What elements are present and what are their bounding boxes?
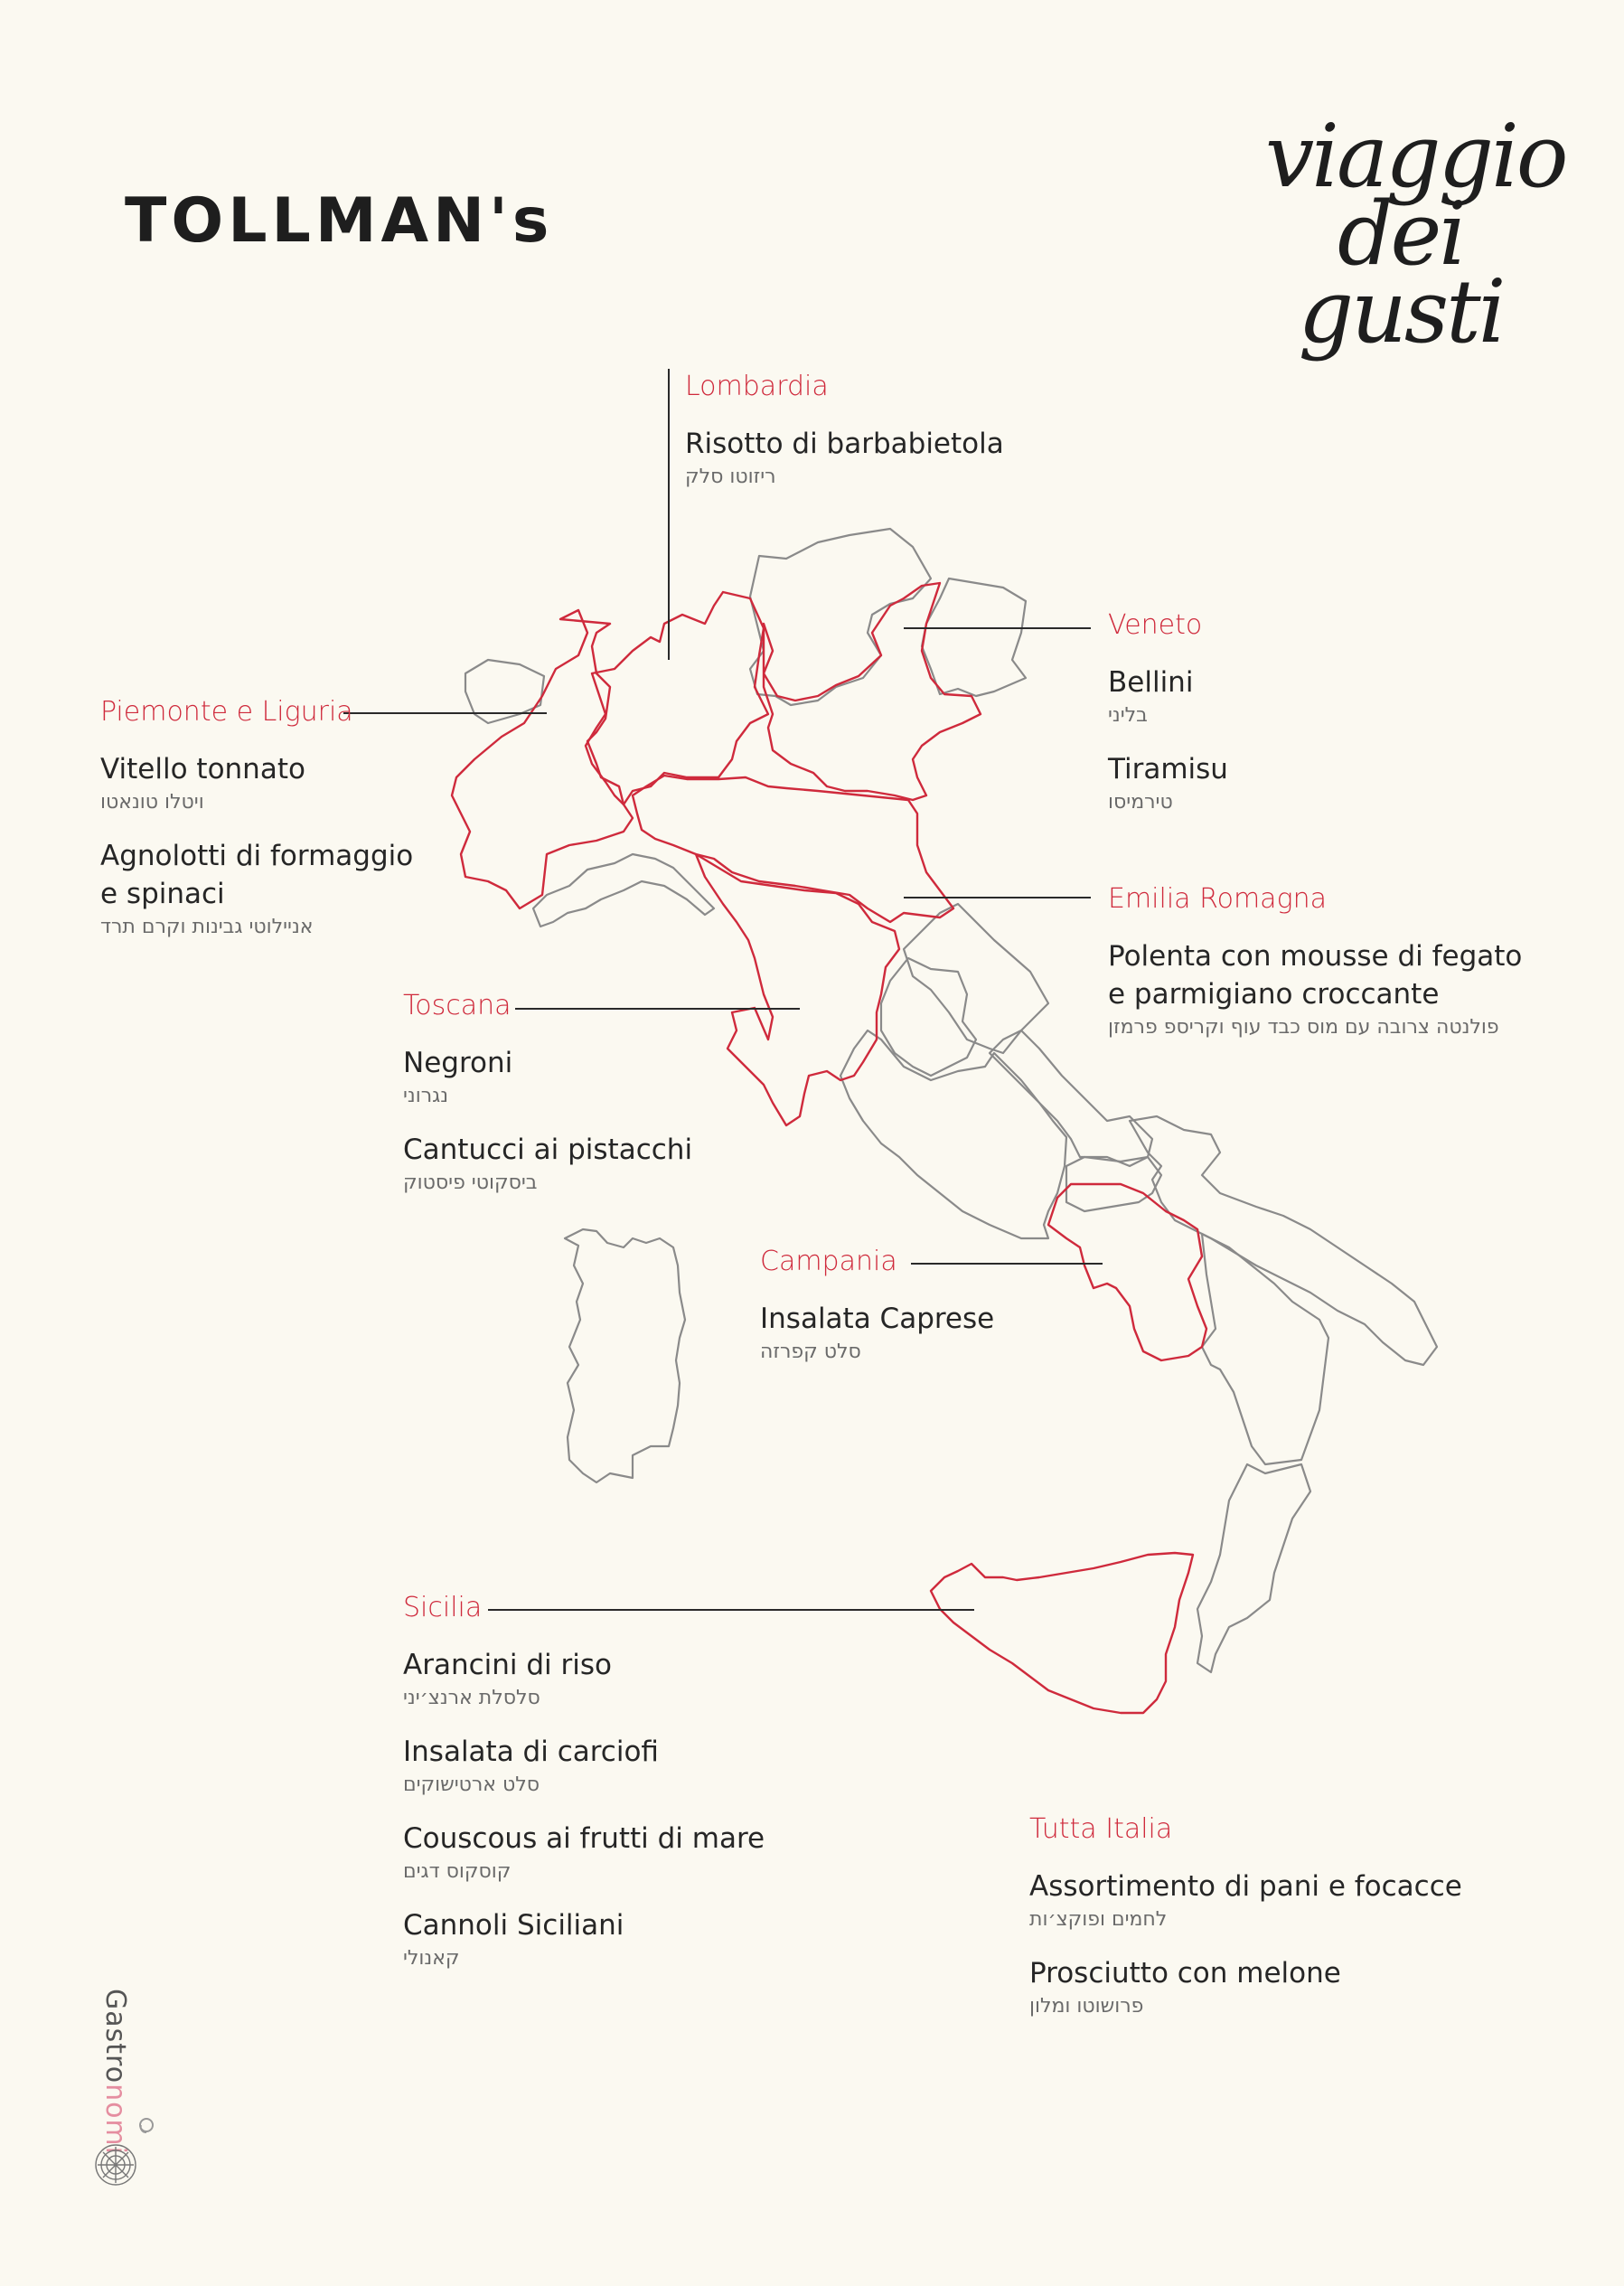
dish-name-it: Cantucci ai pistacchi [403,1134,693,1166]
region-marche [904,904,1048,1053]
dish-name-it: Couscous ai frutti di mare [403,1822,765,1855]
dish-item [1029,1867,1499,1934]
dish-name-it: Assortimento di pani e focacce [1029,1870,1462,1903]
dish-name-he: פולנטה צרובה עם מוס כבד עוף וקריספ פרמזן [1108,1016,1499,1039]
dish-name-he: סלט קפרזה [760,1341,861,1363]
dish-name-he: סלסלת ארנצ׳יני [403,1687,540,1709]
region-liguria [533,854,714,927]
dish-name-he: לחמים ופוקצ׳ות [1029,1908,1168,1931]
logo-word-3: gusti [1298,261,1504,362]
region-abruzzo [990,1030,1152,1166]
dish-name-he: טירמיסו [1108,791,1173,814]
dish-name-he: פרושוטו ומלון [1029,1995,1144,2018]
dish-item [403,1131,783,1198]
region-title: Campania [760,1246,897,1277]
dish-name-he: נגרוני [403,1085,449,1107]
region-block-piemonte [100,694,462,942]
region-trentino [750,529,931,705]
dish-name-he: ויטלו טונאטו [100,791,204,814]
dish-name-it: Cannoli Siciliani [403,1909,624,1942]
tollmans-logo: TOLLMAN's [125,185,554,257]
dish-item [760,1300,1085,1367]
dish-name-he: קוסקוס דגים [403,1860,512,1883]
region-puglia [1130,1116,1437,1365]
dish-item [403,1820,819,1886]
region-title: Tutta Italia [1029,1813,1173,1845]
dish-name-it: Bellini [1108,666,1194,699]
dish-name-he: ביסקוטי פיסטוק [403,1171,538,1194]
region-block-campania [760,1244,1085,1367]
dish-name-it: Insalata di carciofi [403,1736,659,1768]
logo-word-1: viaggio [1265,106,1566,207]
region-piemonte-outline [452,610,633,908]
dish-name-it: Negroni [403,1047,513,1079]
dish-name-he: סלט ארטישוקים [403,1773,540,1796]
dish-name-it: Arancini di riso [403,1649,612,1681]
region-block-veneto [1108,607,1469,817]
region-title: Lombardia [685,371,829,402]
wordmark-part-2: nomi [99,2084,131,2155]
dish-item [403,1044,783,1111]
region-sicilia-outline [931,1553,1193,1713]
dish-item [1108,937,1578,1042]
dish-item [1108,750,1469,817]
dish-name-he: ריזוטו סלק [685,466,776,488]
viaggio-dei-gusti-logo [1265,106,1566,362]
dish-name-it: Agnolotti di formaggio e spinaci [100,840,414,910]
dish-name-it: Prosciutto con melone [1029,1957,1341,1990]
dish-name-he: אניילוטי גבינות וקרם תרד [100,916,314,938]
wordmark-part-1: Gastro [99,1989,131,2084]
region-title: Veneto [1108,609,1203,641]
region-lazio [840,1030,1066,1238]
region-block-tutta-italia [1029,1811,1499,2021]
dish-item [100,750,462,817]
region-block-sicilia [403,1590,819,1973]
region-title: Emilia Romagna [1108,883,1327,915]
region-block-emilia [1108,881,1578,1042]
region-block-toscana [403,988,783,1198]
dish-item [1029,1954,1499,2021]
logo-word-2: dei [1338,183,1464,285]
region-block-lombardia [685,369,1155,492]
region-title: Sicilia [403,1592,483,1623]
dish-item [1108,663,1469,730]
dish-item [403,1733,819,1800]
dish-name-it: Polenta con mousse di fegato e parmigiano croccante [1108,940,1523,1011]
dish-name-he: קאנולי [403,1947,460,1970]
region-sardegna [565,1229,685,1482]
dish-name-it: Insalata Caprese [760,1303,995,1335]
dish-name-it: Tiramisu [1108,753,1228,786]
dish-item [100,837,462,942]
dish-item [403,1646,819,1713]
region-title: Toscana [403,990,512,1021]
dish-item [685,425,1155,492]
region-friuli [922,579,1026,696]
region-calabria [1197,1464,1310,1672]
dish-item [403,1906,819,1973]
region-title: Piemonte e Liguria [100,696,353,728]
region-lombardia-outline [586,592,768,804]
region-basilicata [1202,1234,1328,1464]
dish-name-it: Vitello tonnato [100,753,305,786]
gastronomi-emblem-icon [90,2111,159,2192]
dish-name-he: בליני [1108,704,1148,727]
dish-name-it: Risotto di barbabietola [685,428,1004,460]
